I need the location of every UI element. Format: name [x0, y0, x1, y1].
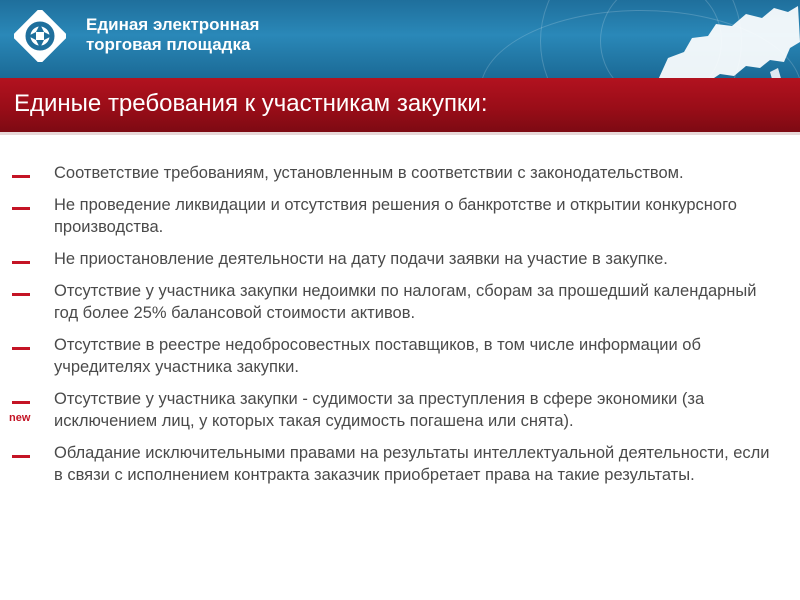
bullet-dash-icon: [12, 401, 30, 404]
russia-map-icon: [650, 2, 800, 78]
page-title: Единые требования к участникам закупки:: [14, 90, 488, 117]
list-item-text: Отсутствие у участника закупки недоимки по налогам, сборам за прошедший календарный год более 25% балансовой стоимости активов.: [54, 282, 757, 322]
list-item-text: Отсутствие у участника закупки - судимости за преступления в сфере экономики (за исключением лиц, у которых такая судимость погашена или снята).: [54, 390, 705, 430]
list-item-text: Отсутствие в реестре недобросовестных поставщиков, в том числе информации об учредителях участника закупки.: [54, 336, 701, 376]
list-item: [0, 280, 800, 324]
list-item: [0, 194, 800, 238]
bullet-dash-icon: [12, 207, 30, 210]
list-item: [0, 248, 800, 270]
list-item-text: Не приостановление деятельности на дату подачи заявки на участие в закупке.: [54, 250, 668, 268]
bullet-dash-icon: [12, 293, 30, 296]
logo-line-1: Единая электронная: [86, 15, 260, 34]
list-item-text: Соответствие требованиям, установленным в соответствии с законодательством.: [54, 164, 684, 182]
logo-icon: [14, 10, 66, 62]
list-item: [0, 334, 800, 378]
header: [0, 0, 800, 78]
list-item: [0, 442, 800, 486]
list-item-text: Не проведение ликвидации и отсутствия решения о банкротстве и открытии конкурсного производства.: [54, 196, 737, 236]
list-item-text: Обладание исключительными правами на результаты интеллектуальной деятельности, если в связи с исполнением контракта заказчик приобретает права на такие результаты.: [54, 444, 770, 484]
list-item: [0, 162, 800, 184]
bullet-dash-icon: [12, 455, 30, 458]
list-item: [0, 388, 800, 432]
title-bar: [0, 78, 800, 135]
bullet-dash-icon: [12, 261, 30, 264]
logo-text: [86, 15, 259, 55]
requirements-list: [0, 162, 800, 496]
logo-line-2: торговая площадка: [86, 35, 251, 54]
bullet-dash-icon: [12, 175, 30, 178]
bullet-dash-icon: [12, 347, 30, 350]
new-badge: new: [9, 412, 31, 424]
